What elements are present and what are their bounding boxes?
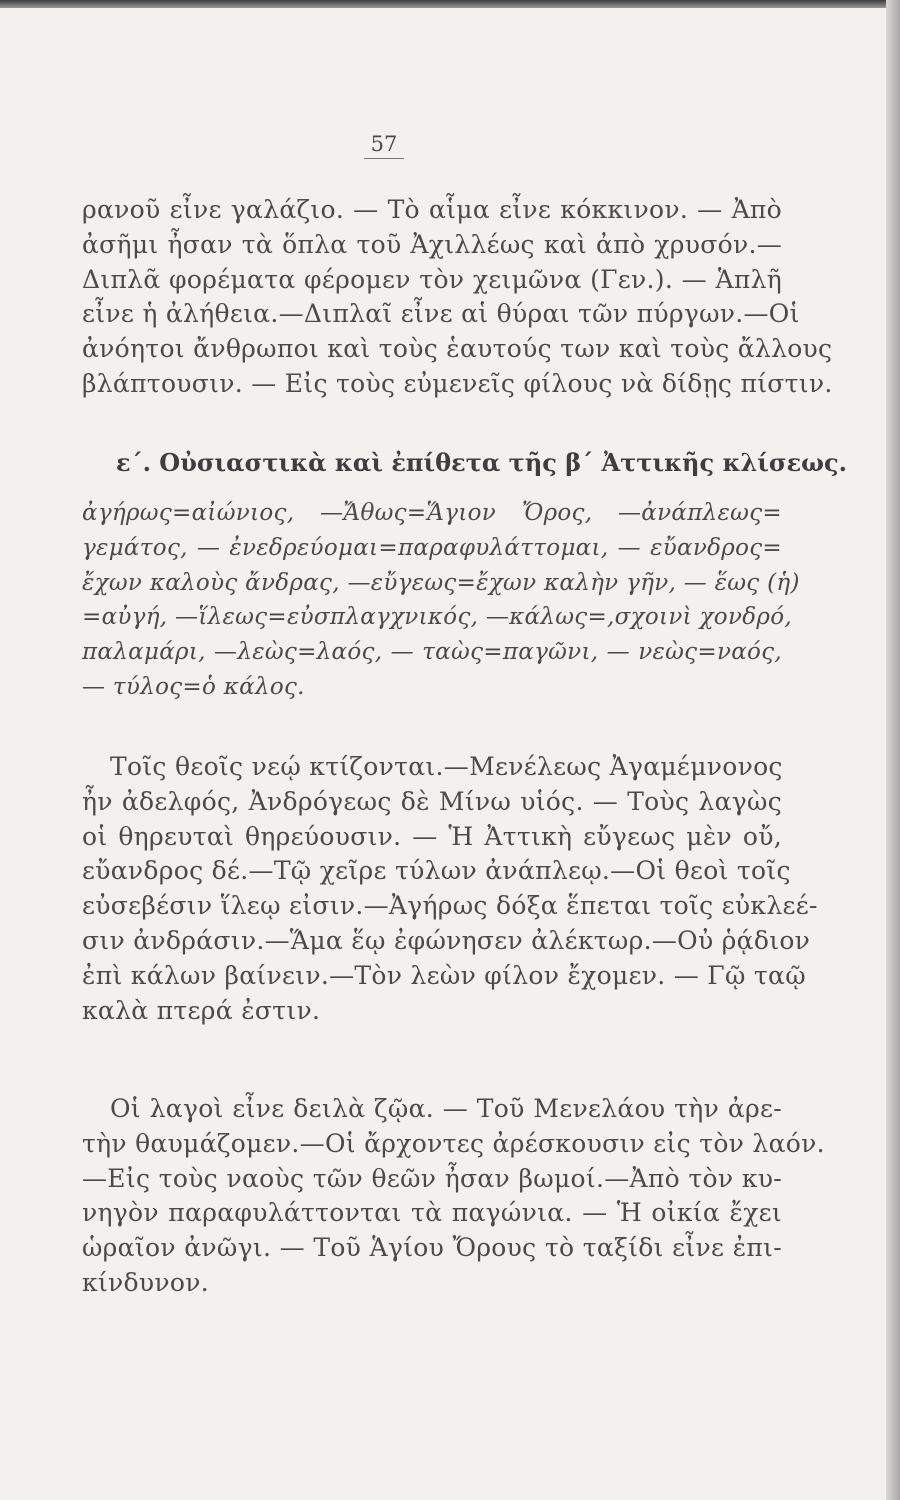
vocabulary-line: παλαμάρι, —λεὼς=λαός, — ταὼς=παγῶνι, — νεὼς=ναός, — [82, 639, 782, 666]
text-line: Διπλᾶ φορέματα φέρομεν τὸν χειμῶνα (Γεν.). — Ἁπλῆ — [82, 264, 782, 294]
paragraph-3 — [82, 1092, 825, 1301]
text-line: ρανοῦ εἶνε γαλάζιο. — Τὸ αἷμα εἶνε κόκκινον. — Ἀπὸ — [82, 195, 782, 224]
scan-edge-right — [886, 0, 900, 1500]
text-line: εὐσεβέσιν ἵλεῳ εἰσιν.—Ἀγήρως δόξα ἕπεται τοῖς εὐκλεέ- — [82, 891, 818, 921]
text-line: σιν ἀνδράσιν.—Ἅμα ἕῳ ἐφώνησεν ἀλέκτωρ.—Οὐ ῥᾴδιον — [82, 925, 811, 955]
vocabulary-line: γεμάτος, — ἐνεδρεύομαι=παραφυλάττομαι, — εὔανδρος= — [82, 534, 782, 561]
text-line: κίνδυνον. — [82, 1267, 209, 1297]
vocabulary-line: =αὐγή, —ἵλεως=εὐσπλαγχνικός, —κάλως=,σχοινὶ χονδρό, — [82, 604, 792, 631]
vocabulary-list — [82, 496, 800, 705]
scan-edge-top — [0, 0, 900, 8]
vocabulary-line: ἀγήρως=αἰώνιος, —Ἄθως=Ἅγιον Ὄρος, —ἀνάπλεως= — [82, 500, 782, 526]
text-line: νηγὸν παραφυλάττονται τὰ παγώνια. — Ἡ οἰκία ἔχει — [82, 1198, 782, 1228]
page-number: 57 — [364, 132, 404, 159]
text-line: τὴν θαυμάζομεν.—Οἱ ἄρχοντες ἀρέσκουσιν εἰς τὸν λαόν. — [82, 1128, 825, 1158]
text-line: Οἱ λαγοὶ εἶνε δειλὰ ζῷα. — Τοῦ Μενελάου τὴν ἀρε- — [110, 1094, 782, 1123]
vocabulary-line: — τύλος=ὁ κάλος. — [82, 673, 305, 700]
text-line: ἦν ἀδελφός, Ἀνδρόγεως δὲ Μίνω υἱός. — Τοὺς λαγὼς — [82, 786, 782, 816]
text-line: —Εἰς τοὺς ναοὺς τῶν θεῶν ἦσαν βωμοί.—Ἀπὸ τὸν κυ- — [82, 1163, 782, 1193]
text-line: ἀσῆμι ἦσαν τὰ ὅπλα τοῦ Ἀχιλλέως καὶ ἀπὸ χρυσόν.— — [82, 229, 782, 259]
text-line: εἶνε ἡ ἀλήθεια.—Διπλαῖ εἶνε αἱ θύραι τῶν πύργων.—Οἱ — [82, 299, 800, 329]
section-heading: ε΄. Οὐσιαστικὰ καὶ ἐπίθετα τῆς β΄ Ἀττικῆς κλίσεως. — [116, 448, 848, 477]
text-line: Τοῖς θεοῖς νεῴ κτίζονται.—Μενέλεως Ἀγαμέμνονος — [110, 752, 783, 781]
paragraph-1 — [82, 193, 833, 402]
text-line: βλάπτουσιν. — Εἰς τοὺς εὐμενεῖς φίλους νὰ δίδῃς πίστιν. — [82, 368, 833, 398]
text-line: εὔανδρος δέ.—Τῷ χεῖρε τύλων ἀνάπλεῳ.—Οἱ θεοὶ τοῖς — [82, 856, 791, 886]
text-line: ὡραῖον ἀνῶγι. — Τοῦ Ἁγίου Ὄρους τὸ ταξίδι εἶνε ἐπι- — [82, 1233, 782, 1263]
text-line: οἱ θηρευταὶ θηρεύουσιν. — Ἡ Ἀττικὴ εὔγεως μὲν οὔ, — [82, 821, 782, 851]
vocabulary-line: ἔχων καλοὺς ἄνδρας, —εὔγεως=ἔχων καλὴν γῆν, — ἕως (ἡ) — [82, 569, 800, 596]
text-line: ἀνόητοι ἄνθρωποι καὶ τοὺς ἑαυτούς των καὶ τοὺς ἄλλους — [82, 334, 833, 364]
paragraph-2 — [82, 750, 818, 1028]
text-line: ἐπὶ κάλων βαίνειν.—Τὸν λεὼν φίλον ἔχομεν. — Γῷ ταῷ — [82, 960, 806, 990]
text-line: καλὰ πτερά ἐστιν. — [82, 995, 321, 1025]
